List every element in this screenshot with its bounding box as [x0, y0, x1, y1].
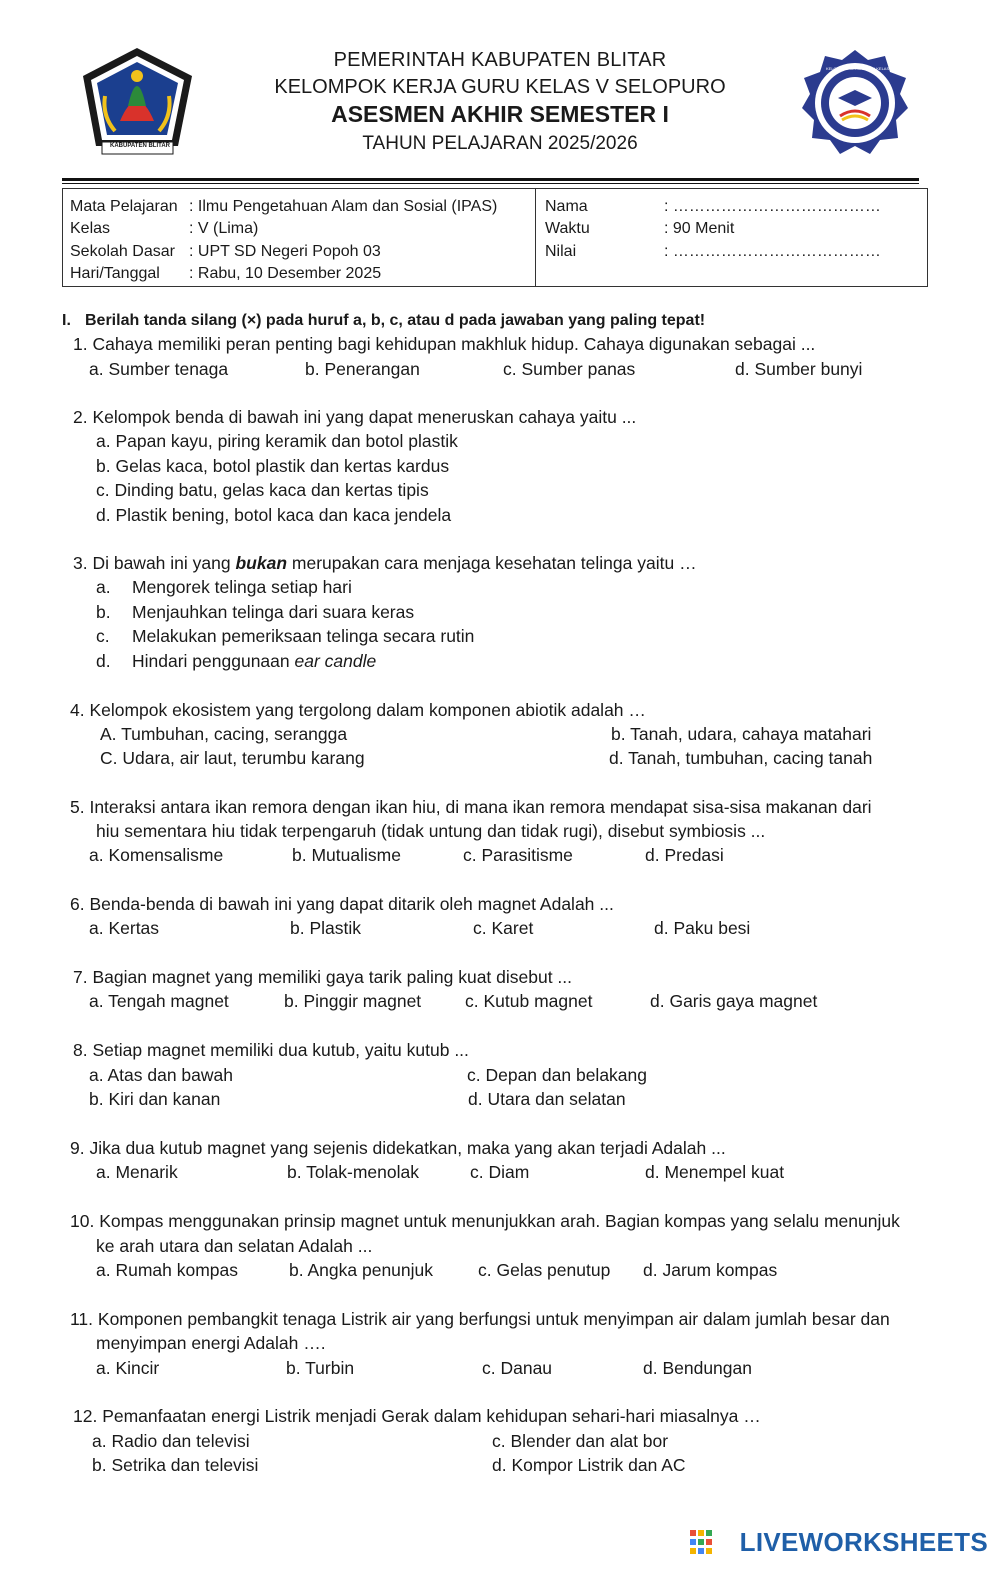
question-7: 7. Bagian magnet yang memiliki gaya tarik paling kuat disebut ... — [73, 967, 573, 987]
q5-option-b[interactable]: b. Mutualisme — [292, 845, 401, 865]
q3-option-d-text: Hindari penggunaan — [132, 651, 295, 671]
question-8: 8. Setiap magnet memiliki dua kutub, yaitu kutub ... — [73, 1040, 469, 1060]
mapel-label: Mata Pelajaran — [70, 198, 178, 215]
q3-letter-c: c. — [96, 626, 110, 646]
q7-option-c[interactable]: c. Kutub magnet — [465, 991, 593, 1011]
info-box-divider — [535, 189, 536, 286]
q12-option-b[interactable]: b. Setrika dan televisi — [92, 1455, 259, 1475]
q2-option-a[interactable]: a. Papan kayu, piring keramik dan botol plastik — [96, 431, 458, 451]
sekolah-value: : UPT SD Negeri Popoh 03 — [189, 243, 381, 260]
school-year: TAHUN PELAJARAN 2025/2026 — [362, 133, 638, 154]
q11-option-b[interactable]: b. Turbin — [286, 1358, 355, 1378]
q3-text-pre: 3. Di bawah ini yang — [73, 553, 236, 573]
question-12: 12. Pemanfaatan energi Listrik menjadi Gerak dalam kehidupan sehari-hari miasalnya … — [73, 1406, 761, 1426]
question-11-line-1: 11. Komponen pembangkit tenaga Listrik air yang berfungsi untuk menyimpan air dalam jumlah besar dan — [70, 1309, 890, 1329]
question-2: 2. Kelompok benda di bawah ini yang dapat meneruskan cahaya yaitu ... — [73, 407, 637, 427]
q3-option-d[interactable] — [132, 651, 376, 672]
q11-option-d[interactable]: d. Bendungan — [643, 1358, 752, 1378]
hari-label: Hari/Tanggal — [70, 265, 160, 282]
question-5-line-1: 5. Interaksi antara ikan remora dengan ikan hiu, di mana ikan remora mendapat sisa-sisa makanan dari — [70, 797, 872, 817]
nama-label: Nama — [545, 198, 588, 215]
q5-option-c[interactable]: c. Parasitisme — [463, 845, 573, 865]
q1-option-a[interactable]: a. Sumber tenaga — [89, 359, 229, 379]
question-11-line-2: menyimpan energi Adalah …. — [96, 1333, 326, 1353]
q10-option-c[interactable]: c. Gelas penutup — [478, 1260, 611, 1280]
q4-option-c[interactable]: C. Udara, air laut, terumbu karang — [100, 748, 365, 768]
q2-option-d[interactable]: d. Plastik bening, botol kaca dan kaca jendela — [96, 505, 452, 525]
q5-option-a[interactable]: a. Komensalisme — [89, 845, 224, 865]
q3-option-d-italic: ear candle — [294, 651, 377, 671]
q7-option-a[interactable]: a. Tengah magnet — [89, 991, 229, 1011]
question-6: 6. Benda-benda di bawah ini yang dapat ditarik oleh magnet Adalah ... — [70, 894, 614, 914]
kelas-label: Kelas — [70, 220, 111, 237]
q9-option-d[interactable]: d. Menempel kuat — [645, 1162, 785, 1182]
q6-option-a[interactable]: a. Kertas — [89, 918, 160, 938]
q12-option-c[interactable]: c. Blender dan alat bor — [492, 1431, 669, 1451]
header-rule-thin — [62, 183, 919, 184]
question-5-line-2: hiu sementara hiu tidak terpengaruh (tidak untung dan tidak rugi), disebut symbiosis ... — [96, 821, 766, 841]
q8-option-c[interactable]: c. Depan dan belakang — [467, 1065, 647, 1085]
q3-option-b[interactable]: Menjauhkan telinga dari suara keras — [132, 602, 415, 622]
header-rule-thick — [62, 178, 919, 181]
waktu-value: : 90 Menit — [664, 220, 735, 237]
exam-title: ASESMEN AKHIR SEMESTER I — [331, 101, 669, 127]
q5-option-d[interactable]: d. Predasi — [645, 845, 724, 865]
q11-option-a[interactable]: a. Kincir — [96, 1358, 160, 1378]
q12-option-d[interactable]: d. Kompor Listrik dan AC — [492, 1455, 686, 1475]
question-10-line-2: ke arah utara dan selatan Adalah ... — [96, 1236, 373, 1256]
q10-option-a[interactable]: a. Rumah kompas — [96, 1260, 239, 1280]
right-logo-text: KELOMPOK KERJA GURU KELAS V — [826, 66, 893, 71]
q12-option-a[interactable]: a. Radio dan televisi — [92, 1431, 250, 1451]
q4-option-b[interactable]: b. Tanah, udara, cahaya matahari — [611, 724, 872, 744]
q6-option-c[interactable]: c. Karet — [473, 918, 534, 938]
liveworksheets-brand[interactable]: LIVEWORKSHEETS — [739, 1527, 988, 1557]
q6-option-b[interactable]: b. Plastik — [290, 918, 361, 938]
question-1: 1. Cahaya memiliki peran penting bagi kehidupan makhluk hidup. Cahaya digunakan sebagai ... — [73, 334, 816, 354]
q9-option-a[interactable]: a. Menarik — [96, 1162, 178, 1182]
nilai-label: Nilai — [545, 243, 577, 260]
q3-letter-a: a. — [96, 577, 111, 597]
q3-letter-b: b. — [96, 602, 111, 622]
q3-emphasis: bukan — [235, 553, 288, 573]
question-10-line-1: 10. Kompas menggunakan prinsip magnet untuk menunjukkan arah. Bagian kompas yang selalu menunjuk — [70, 1211, 900, 1231]
q10-option-b[interactable]: b. Angka penunjuk — [289, 1260, 434, 1280]
header-line-1: PEMERINTAH KABUPATEN BLITAR — [333, 49, 667, 71]
liveworksheets-logo-icon — [690, 1530, 712, 1554]
q2-option-c[interactable]: c. Dinding batu, gelas kaca dan kertas tipis — [96, 480, 429, 500]
q4-option-d[interactable]: d. Tanah, tumbuhan, cacing tanah — [609, 748, 873, 768]
q1-option-c[interactable]: c. Sumber panas — [503, 359, 636, 379]
q4-option-a[interactable]: A. Tumbuhan, cacing, serangga — [100, 724, 348, 744]
instruction-text: Berilah tanda silang (×) pada huruf a, b, c, atau d pada jawaban yang paling tepat! — [85, 312, 706, 329]
q8-option-a[interactable]: a. Atas dan bawah — [89, 1065, 233, 1085]
question-3 — [73, 553, 697, 574]
q1-option-b[interactable]: b. Penerangan — [305, 359, 420, 379]
q8-option-d[interactable]: d. Utara dan selatan — [468, 1089, 626, 1109]
question-4: 4. Kelompok ekosistem yang tergolong dalam komponen abiotik adalah … — [70, 700, 646, 720]
hari-value: : Rabu, 10 Desember 2025 — [189, 265, 382, 282]
mapel-value: : Ilmu Pengetahuan Alam dan Sosial (IPAS) — [189, 198, 498, 215]
question-9: 9. Jika dua kutub magnet yang sejenis didekatkan, maka yang akan terjadi Adalah ... — [70, 1138, 726, 1158]
q3-text-post: merupakan cara menjaga kesehatan telinga yaitu … — [287, 553, 697, 573]
instruction-number: I. — [62, 312, 71, 329]
q11-option-c[interactable]: c. Danau — [482, 1358, 553, 1378]
nama-field[interactable]: : ………………………………… — [664, 198, 881, 215]
q3-letter-d: d. — [96, 651, 111, 671]
kelas-value: : V (Lima) — [189, 220, 259, 237]
q8-option-b[interactable]: b. Kiri dan kanan — [89, 1089, 221, 1109]
q9-option-c[interactable]: c. Diam — [470, 1162, 530, 1182]
q7-option-b[interactable]: b. Pinggir magnet — [284, 991, 422, 1011]
q7-option-d[interactable]: d. Garis gaya magnet — [650, 991, 818, 1011]
q3-option-c[interactable]: Melakukan pemeriksaan telinga secara rutin — [132, 626, 475, 646]
nilai-field[interactable]: : ………………………………… — [664, 243, 881, 260]
q1-option-d[interactable]: d. Sumber bunyi — [735, 359, 863, 379]
q9-option-b[interactable]: b. Tolak-menolak — [287, 1162, 419, 1182]
q2-option-b[interactable]: b. Gelas kaca, botol plastik dan kertas kardus — [96, 456, 450, 476]
sekolah-label: Sekolah Dasar — [70, 243, 175, 260]
q6-option-d[interactable]: d. Paku besi — [654, 918, 751, 938]
left-logo-text: KABUPATEN BLITAR — [110, 143, 170, 149]
q10-option-d[interactable]: d. Jarum kompas — [643, 1260, 778, 1280]
header-line-2: KELOMPOK KERJA GURU KELAS V SELOPURO — [274, 76, 726, 98]
waktu-label: Waktu — [545, 220, 590, 237]
q3-option-a[interactable]: Mengorek telinga setiap hari — [132, 577, 352, 597]
